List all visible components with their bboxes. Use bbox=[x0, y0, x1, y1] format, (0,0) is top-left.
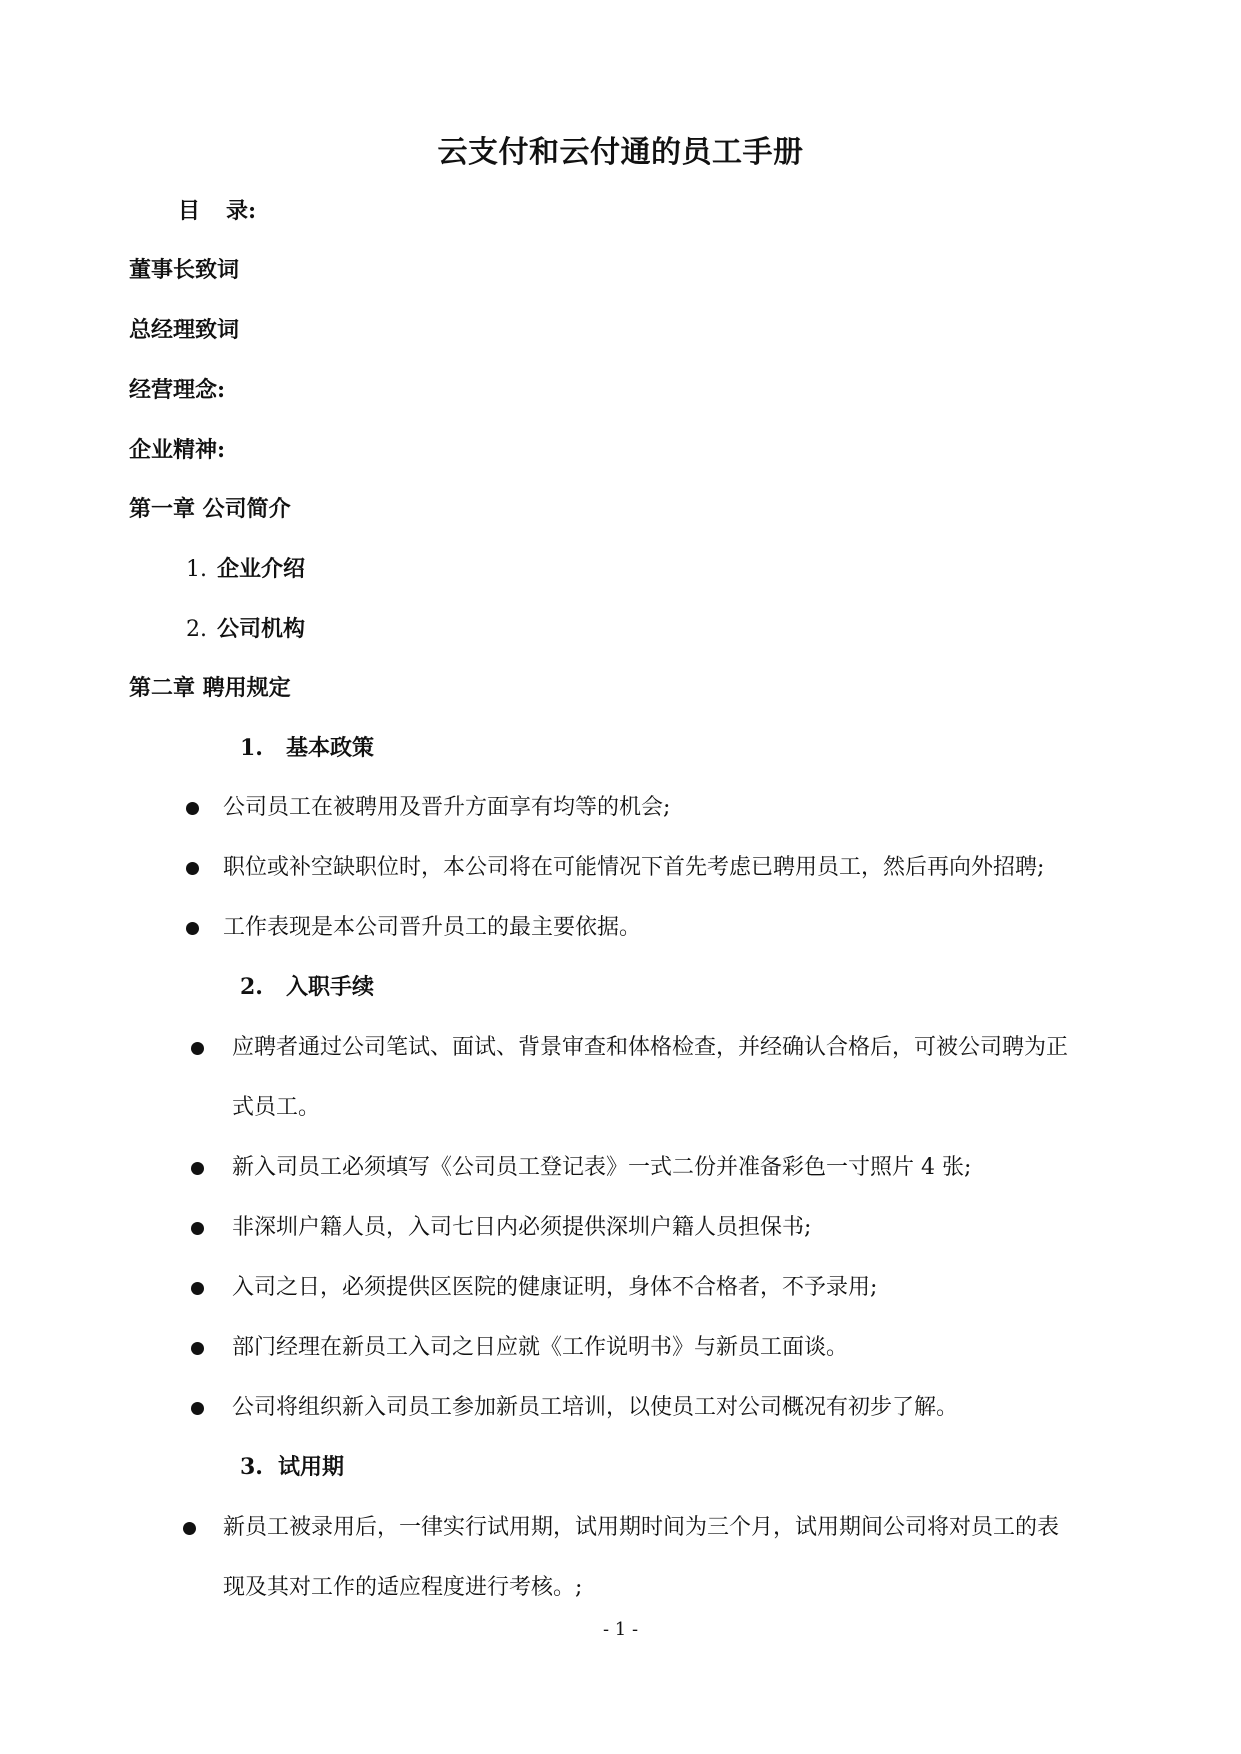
section-number: 1. bbox=[240, 735, 263, 761]
bullet-text: 职位或补空缺职位时，本公司将在可能情况下首先考虑已聘用员工，然后再向外招聘; bbox=[223, 855, 1045, 880]
toc-heading-part1: 目 bbox=[178, 198, 201, 224]
bullet-text: 入司之日，必须提供区医院的健康证明，身体不合格者，不予录用; bbox=[232, 1275, 878, 1300]
section-label: 试用期 bbox=[278, 1454, 345, 1480]
bullet-dot bbox=[186, 922, 199, 935]
bullet-dot bbox=[183, 1522, 196, 1535]
bullet-text: 部门经理在新员工入司之日应就《工作说明书》与新员工面谈。 bbox=[232, 1335, 849, 1360]
toc-item-general-manager: 总经理致词 bbox=[129, 317, 240, 343]
bullet-text: 新员工被录用后，一律实行试用期，试用期时间为三个月，试用期间公司将对员工的表 bbox=[223, 1515, 1060, 1540]
toc-heading-part2: 录: bbox=[226, 198, 257, 224]
bullet-dot bbox=[191, 1402, 204, 1415]
section-label: 基本政策 bbox=[286, 735, 375, 761]
bullet-dot bbox=[191, 1162, 204, 1175]
bullet-dot bbox=[191, 1042, 204, 1055]
section-number: 3. bbox=[240, 1454, 263, 1480]
toc-item-philosophy: 经营理念: bbox=[129, 377, 226, 403]
bullet-text: 工作表现是本公司晋升员工的最主要依据。 bbox=[223, 915, 642, 940]
bullet-text: 公司员工在被聘用及晋升方面享有均等的机会; bbox=[223, 795, 671, 820]
toc-item-chairman: 董事长致词 bbox=[129, 257, 240, 283]
bullet-text: 公司将组织新入司员工参加新员工培训，以使员工对公司概况有初步了解。 bbox=[232, 1395, 959, 1420]
bullet-dot bbox=[191, 1342, 204, 1355]
bullet-dot bbox=[191, 1222, 204, 1235]
toc-heading bbox=[178, 196, 256, 226]
bullet-dot bbox=[186, 802, 199, 815]
bullet-dot bbox=[191, 1282, 204, 1295]
section-2-heading bbox=[240, 972, 374, 1002]
section-3-heading bbox=[240, 1452, 344, 1482]
document-title: 云支付和云付通的员工手册 bbox=[437, 135, 804, 170]
chapter-2-heading: 第二章 聘用规定 bbox=[129, 675, 291, 701]
chapter-1-item-2 bbox=[186, 614, 305, 645]
section-label: 入职手续 bbox=[286, 974, 375, 1000]
chapter-1-heading: 第一章 公司简介 bbox=[129, 496, 291, 522]
item-number: 2. bbox=[186, 617, 207, 642]
item-number: 1. bbox=[186, 557, 207, 582]
bullet-text-continued: 式员工。 bbox=[232, 1095, 321, 1120]
chapter-1-item-1 bbox=[186, 554, 305, 585]
toc-item-spirit: 企业精神: bbox=[129, 437, 226, 463]
page-number: - 1 - bbox=[602, 1619, 639, 1640]
bullet-text-continued: 现及其对工作的适应程度进行考核。; bbox=[223, 1575, 583, 1600]
item-label: 企业介绍 bbox=[217, 556, 306, 582]
bullet-text: 非深圳户籍人员，入司七日内必须提供深圳户籍人员担保书; bbox=[232, 1215, 812, 1240]
bullet-dot bbox=[186, 862, 199, 875]
section-1-heading bbox=[240, 733, 374, 763]
item-label: 公司机构 bbox=[217, 616, 306, 642]
bullet-text: 新入司员工必须填写《公司员工登记表》一式二份并准备彩色一寸照片 4 张; bbox=[232, 1155, 972, 1180]
bullet-text: 应聘者通过公司笔试、面试、背景审查和体格检查，并经确认合格后，可被公司聘为正 bbox=[232, 1035, 1069, 1060]
section-number: 2. bbox=[240, 974, 263, 1000]
